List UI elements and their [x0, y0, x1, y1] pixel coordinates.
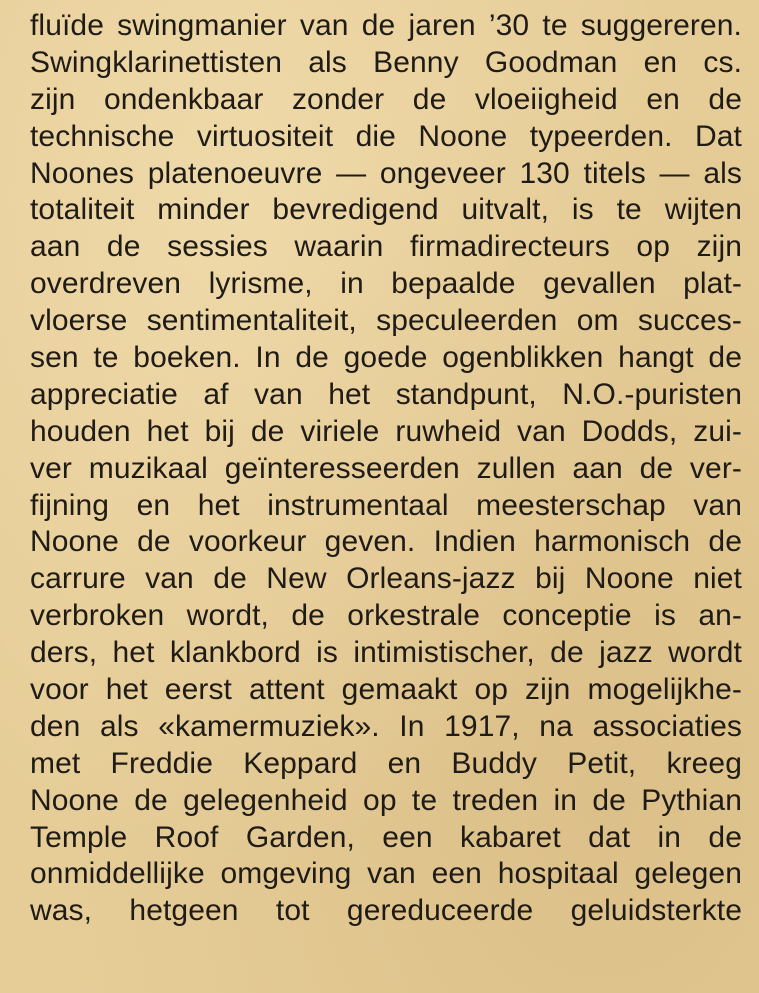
- text-line: Temple Roof Garden, een kabaret dat in de: [30, 820, 742, 854]
- text-line: sen te boeken. In de goede ogenblikken hangt de: [30, 341, 742, 375]
- text-line: aan de sessies waarin firmadirecteurs op zijn: [30, 230, 742, 264]
- text-line: ver muzikaal geïnteresseerden zullen aan de ver-: [30, 451, 742, 485]
- text-line: onmiddellijke omgeving van een hospitaal gelegen: [30, 857, 742, 891]
- text-line: ders, het klankbord is intimistischer, de jazz wordt: [30, 636, 742, 670]
- article-text-column: [30, 8, 742, 930]
- text-line: fluïde swingmanier van de jaren ’30 te suggereren.: [30, 9, 742, 42]
- text-line: was, hetgeen tot gereduceerde geluidsterkte: [30, 894, 742, 928]
- text-line: vloerse sentimentaliteit, speculeerden om succes-: [30, 304, 742, 338]
- text-line: houden het bij de viriele ruwheid van Dodds, zui-: [30, 414, 742, 448]
- text-line: Noone de voorkeur geven. Indien harmonisch de: [30, 525, 742, 559]
- text-line: totaliteit minder bevredigend uitvalt, is te wijten: [30, 193, 742, 227]
- text-line: Noones platenoeuvre — ongeveer 130 titels — als: [30, 156, 742, 190]
- text-line: appreciatie af van het standpunt, N.O.-puristen: [30, 377, 742, 411]
- text-line: Swingklarinettisten als Benny Goodman en cs.: [30, 45, 742, 79]
- text-line: verbroken wordt, de orkestrale conceptie is an-: [30, 599, 742, 633]
- text-line: carrure van de New Orleans-jazz bij Noone niet: [30, 562, 742, 596]
- text-line: met Freddie Keppard en Buddy Petit, kreeg: [30, 746, 742, 780]
- text-line: Noone de gelegenheid op te treden in de Pythian: [30, 783, 742, 817]
- text-line: zijn ondenkbaar zonder de vloeiigheid en de: [30, 82, 742, 116]
- text-line: fijning en het instrumentaal meesterschap van: [30, 488, 742, 522]
- text-line: voor het eerst attent gemaakt op zijn mogelijkhe-: [30, 673, 742, 707]
- text-line: overdreven lyrisme, in bepaalde gevallen plat-: [30, 267, 742, 301]
- text-line: den als «kamermuziek». In 1917, na associaties: [30, 709, 742, 743]
- text-line: technische virtuositeit die Noone typeerden. Dat: [30, 119, 742, 153]
